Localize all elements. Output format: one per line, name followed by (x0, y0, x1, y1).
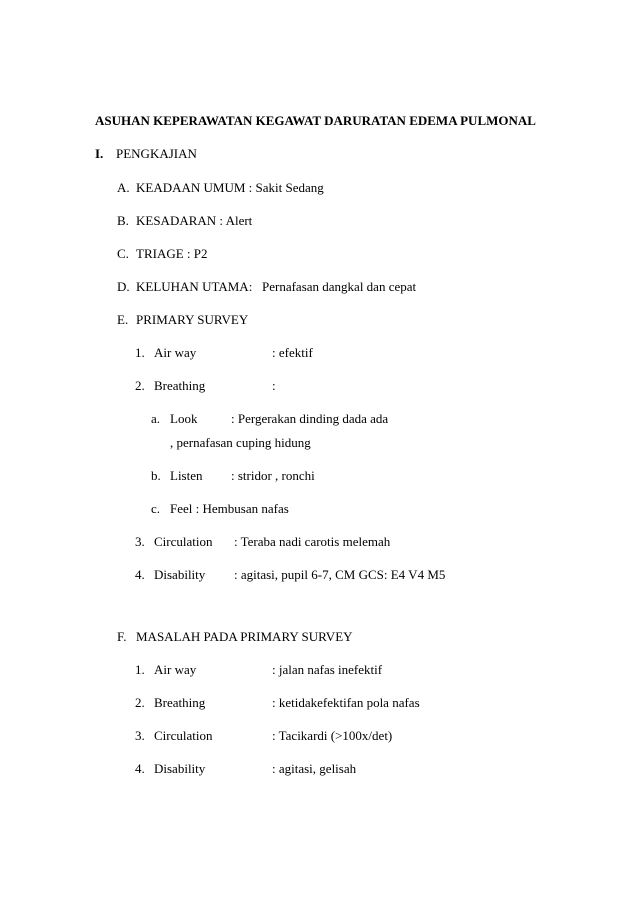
masalah-3-label: Circulation (154, 728, 213, 743)
item-c-letter: C. (117, 246, 129, 261)
breathing-b-letter: b. (151, 468, 161, 483)
breathing-b-value: : stridor , ronchi (231, 468, 315, 483)
breathing-a-letter: a. (151, 411, 161, 426)
primary-2-value: : (272, 378, 276, 393)
primary-3-label: Circulation (154, 534, 213, 549)
primary-3-value: : Teraba nadi carotis melemah (234, 534, 391, 549)
primary-1-value: : efektif (272, 345, 313, 360)
primary-2-label: Breathing (154, 378, 206, 393)
masalah-2-value: : ketidakefektifan pola nafas (272, 695, 420, 710)
item-e-letter: E. (117, 312, 129, 327)
item-d-value: Pernafasan dangkal dan cepat (262, 279, 417, 294)
item-d-letter: D. (117, 279, 130, 294)
item-f-text: MASALAH PADA PRIMARY SURVEY (136, 629, 353, 644)
breathing-a-label: Look (170, 411, 198, 426)
masalah-4-label: Disability (154, 761, 206, 776)
masalah-3-value: : Tacikardi (>100x/det) (272, 728, 393, 743)
item-c-text: TRIAGE : P2 (136, 246, 208, 261)
breathing-a-continuation: , pernafasan cuping hidung (170, 435, 311, 450)
masalah-2-number: 2. (135, 695, 145, 710)
breathing-c-text: Feel : Hembusan nafas (170, 501, 289, 516)
item-b-letter: B. (117, 213, 129, 228)
masalah-4-value: : agitasi, gelisah (272, 761, 357, 776)
primary-2-number: 2. (135, 378, 145, 393)
masalah-4-number: 4. (135, 761, 145, 776)
primary-3-number: 3. (135, 534, 145, 549)
masalah-1-value: : jalan nafas inefektif (272, 662, 383, 677)
masalah-3-number: 3. (135, 728, 145, 743)
primary-1-label: Air way (154, 345, 197, 360)
item-a-text: KEADAAN UMUM : Sakit Sedang (136, 180, 324, 195)
item-f-letter: F. (117, 629, 127, 644)
item-a-letter: A. (117, 180, 130, 195)
primary-4-value: : agitasi, pupil 6-7, CM GCS: E4 V4 M5 (234, 567, 446, 582)
item-b-text: KESADARAN : Alert (136, 213, 253, 228)
section-heading: PENGKAJIAN (116, 146, 197, 161)
primary-1-number: 1. (135, 345, 145, 360)
masalah-1-label: Air way (154, 662, 197, 677)
breathing-b-label: Listen (170, 468, 203, 483)
primary-4-number: 4. (135, 567, 145, 582)
document-title: ASUHAN KEPERAWATAN KEGAWAT DARURATAN EDEMA PULMONAL (95, 113, 536, 128)
item-d-label: KELUHAN UTAMA: (136, 279, 253, 294)
masalah-2-label: Breathing (154, 695, 206, 710)
breathing-c-letter: c. (151, 501, 161, 516)
section-number: I. (95, 146, 104, 161)
masalah-1-number: 1. (135, 662, 145, 677)
item-e-text: PRIMARY SURVEY (136, 312, 249, 327)
breathing-a-value: : Pergerakan dinding dada ada (231, 411, 389, 426)
primary-4-label: Disability (154, 567, 206, 582)
